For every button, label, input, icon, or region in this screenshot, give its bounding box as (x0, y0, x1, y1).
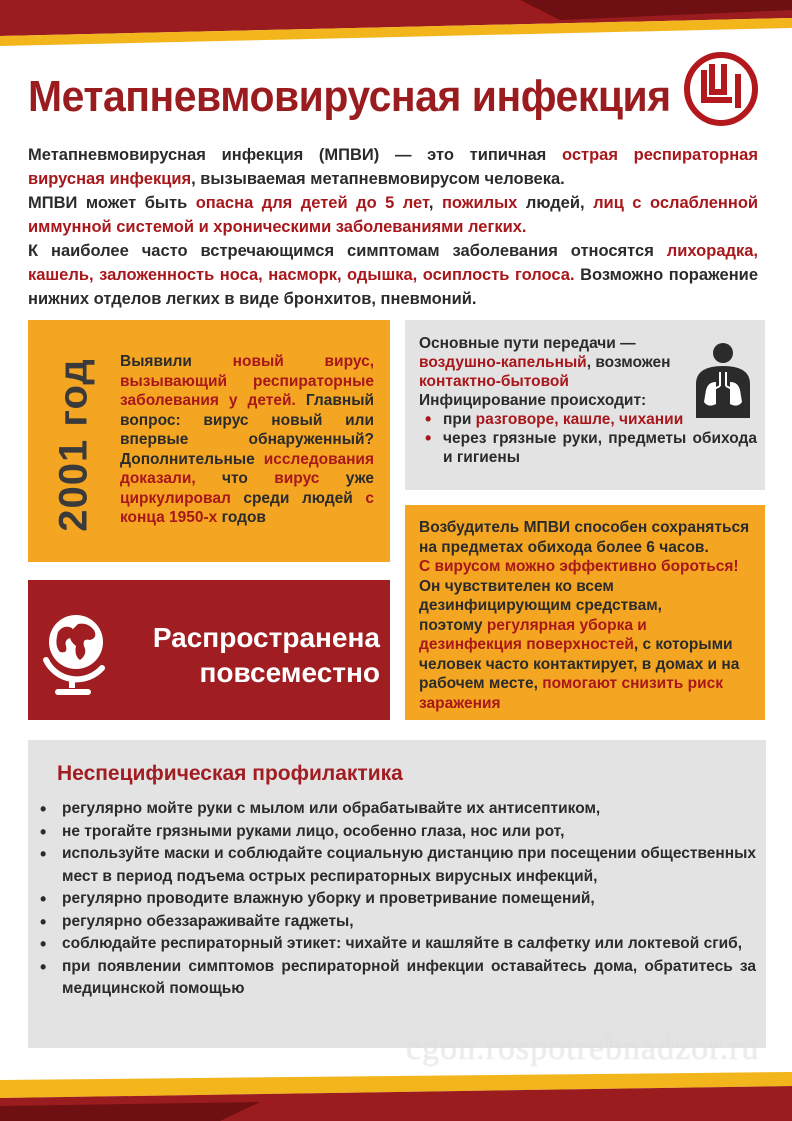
list-item: • при разговоре, кашле, чихании (419, 410, 757, 429)
list-item: • через грязные руки, предметы обихода и гигиены (419, 429, 757, 467)
discovery-year-label: 2001 год (51, 358, 96, 532)
intro-paragraph-risk-groups: МПВИ может быть опасна для детей до 5 лет, пожилых людей, лиц с ослабленной иммунной системой и хроническими заболеваниями легких. (28, 194, 759, 236)
top-decorative-stripe (0, 0, 792, 58)
virus-survival-text: Возбудитель МПВИ способен сохраняться на предметах обихода более 6 часов. С вирусом можно эффективно бороться! Он чувствителен ко всем дезинфицирующим средствам, поэтому регулярная уборка и дезинфекция поверхностей, с которыми человек часто контактирует, в домах и на рабочем месте, помогают снизить риск заражения (419, 519, 750, 712)
transmission-bullets (419, 410, 757, 467)
site-watermark: cgon.rospotrebnadzor.ru (406, 1030, 760, 1067)
list-item: • регулярно мойте руки с мылом или обрабатывайте их антисептиком, (40, 798, 756, 821)
list-item: • регулярно проводите влажную уборку и проветривание помещений, (40, 888, 756, 911)
prophylaxis-title: Неспецифическая профилактика (57, 762, 403, 785)
intro-text (28, 143, 758, 311)
prophylaxis-list (40, 798, 756, 1001)
list-item: • соблюдайте респираторный этикет: чихайте и кашляйте в салфетку или локтевой сгиб, (40, 933, 756, 956)
globe-icon (36, 602, 116, 702)
list-item: • не трогайте грязными руками лицо, особенно глаза, нос или рот, (40, 821, 756, 844)
spread-text: Распространена повсеместно (152, 622, 380, 688)
list-item: • при появлении симптомов респираторной инфекции оставайтесь дома, обратитесь за медицинской помощью (40, 956, 756, 1001)
page-title: Метапневмовирусная инфекция (28, 72, 671, 121)
transmission-text: Основные пути передачи — воздушно-капельный, возможен контактно-бытовой Инфицирование происходит: • при разговоре, кашле, чихании • через грязные руки, предметы обихода и гигиены (419, 334, 757, 467)
intro-paragraph-symptoms: К наиболее часто встречающимся симптомам заболевания относятся лихорадка, кашель, заложенность носа, насморк, одышка, осиплость голоса. Возможно поражение нижних отделов легких в виде бронхитов, пневмоний. (28, 242, 759, 308)
discovery-text: Выявили новый вирус, вызывающий респираторные заболевания у детей. Главный вопрос: вирус новый или впервые обнаруженный? Дополнительные исследования доказали, что вирус уже циркулировал среди людей с конца 1950-х годов (120, 353, 375, 526)
list-item: • регулярно обеззараживайте гаджеты, (40, 911, 756, 934)
bottom-decorative-stripe (0, 1070, 792, 1121)
rospotrebnadzor-logo-icon (684, 52, 758, 126)
intro-paragraph-definition: Метапневмовирусная инфекция (МПВИ) — это типичная острая респираторная вирусная инфекция, вызываемая метапневмовирусом человека. (28, 146, 758, 188)
list-item: • используйте маски и соблюдайте социальную дистанцию при посещении общественных мест в период подъема острых респираторных вирусных инфекций, (40, 843, 756, 888)
